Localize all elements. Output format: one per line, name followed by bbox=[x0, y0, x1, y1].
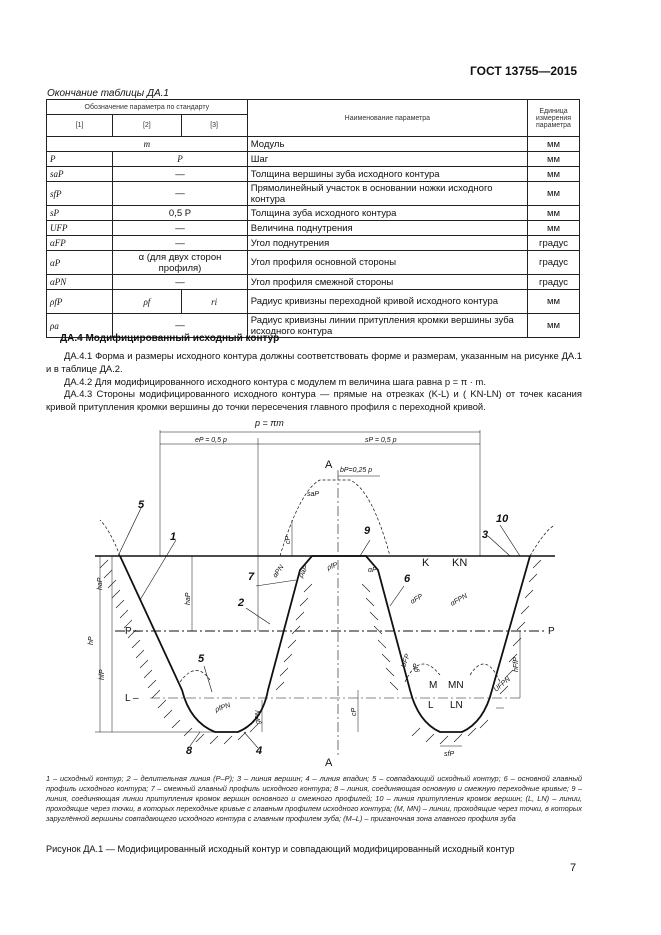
figure-legend: 1 – исходный контур; 2 – делительная линия (P–P); 3 – линия вершин; 4 – линия впадин; 5 – совпадающий исходный контур; 6 – основной главный профиль исходного контура; 7 – смежный главный профиль исходного контура; 8 – линия, соединяющая основную и смежную переходные кривые; 9 – линия, соединяющая линии притупления кромок вершин основного и смежного профилей; 10 – линия притупления кромок вершин; (L, LN) – линии, проходящие через точки, в которых переходные кривые с главным профилем исходного контура; (M, MN) – линии, проходящие через точки, в которых заруглённой вершины совпадающего исходного контура с главным профилем зуба; (M–L) – приганочная зона главного профиля зуба bbox=[46, 774, 582, 823]
row-val: α (для двух сторон профиля) bbox=[113, 251, 248, 275]
row-val3: ri bbox=[181, 290, 247, 314]
label-n5-mid: 5 bbox=[198, 653, 205, 665]
section-title: ДА.4 Модифицированный исходный контур bbox=[60, 333, 280, 344]
page-number: 7 bbox=[570, 862, 577, 874]
row-val: P bbox=[113, 152, 248, 167]
row-unit: мм bbox=[527, 182, 579, 206]
label-a-bottom: A bbox=[325, 757, 333, 769]
label-k: K bbox=[422, 557, 430, 569]
row-name: Шаг bbox=[247, 152, 527, 167]
standard-number: ГОСТ 13755—2015 bbox=[470, 64, 578, 78]
label-ep: eP = 0,5 p bbox=[195, 437, 227, 444]
row-val: — bbox=[113, 314, 248, 338]
label-hap: haP bbox=[97, 577, 104, 590]
label-mn: MN bbox=[448, 680, 464, 691]
table-caption: Окончание таблицы ДА.1 bbox=[47, 88, 169, 99]
paragraph-1: ДА.4.1 Форма и размеры исходного контура должны соответствовать форме и размерам, указанным на рисунке ДА.1 и в таблице ДА.2. bbox=[46, 350, 582, 374]
row-unit: градус bbox=[527, 251, 579, 275]
label-hfp: hfP bbox=[99, 669, 106, 680]
parameters-table bbox=[46, 99, 580, 338]
row-name: Величина поднутрения bbox=[247, 221, 527, 236]
row-val: — bbox=[113, 275, 248, 290]
row-val: — bbox=[113, 182, 248, 206]
row-unit: мм bbox=[527, 167, 579, 182]
label-sp: sP = 0,5 p bbox=[365, 437, 397, 444]
row-unit: мм bbox=[527, 314, 579, 338]
header-unit: Единица измерения параметра bbox=[527, 100, 579, 137]
label-gpn: gPN bbox=[255, 710, 262, 724]
label-alpha-fpn: αFPN bbox=[449, 592, 469, 608]
row-sym: sP bbox=[47, 206, 113, 221]
row-unit: мм bbox=[527, 221, 579, 236]
label-n2: 2 bbox=[238, 597, 245, 609]
label-n5-top: 5 bbox=[138, 499, 145, 511]
row-name: Угол поднутрения bbox=[247, 236, 527, 251]
label-ln: LN bbox=[450, 700, 463, 711]
label-bp: bP=0,25 p bbox=[340, 467, 373, 474]
paragraph-2: ДА.4.2 Для модифицированного исходного контура с модулем m величина шага равна p = π · m. bbox=[64, 376, 486, 387]
row-sym: αP bbox=[47, 251, 113, 275]
profile-curve bbox=[120, 556, 530, 732]
label-rhoa: ρaP bbox=[297, 564, 311, 579]
row-sym: sfP bbox=[47, 182, 113, 206]
label-kn: KN bbox=[452, 557, 468, 569]
row-sym: ρa bbox=[47, 314, 113, 338]
label-ufpn: UFPN bbox=[492, 675, 512, 694]
label-alpha: αP bbox=[368, 567, 377, 574]
label-rho-n: ρfPN bbox=[214, 701, 232, 714]
label-p-right: P bbox=[548, 626, 555, 637]
label-hp: hP bbox=[88, 636, 95, 645]
label-alpha-pn: αPN bbox=[271, 563, 286, 580]
row-val: — bbox=[113, 221, 248, 236]
figure-caption: Рисунок ДА.1 — Модифицированный исходный контур и совпадающий модифицированный исходный контур bbox=[46, 844, 515, 854]
label-cp-top: cP bbox=[285, 535, 292, 544]
header-col2: [2] bbox=[113, 115, 181, 137]
row-sym: αPN bbox=[47, 275, 113, 290]
row-name: Прямолинейный участок в основании ножки исходного контура bbox=[247, 182, 527, 206]
row-sym: m bbox=[47, 137, 248, 152]
row-name: Толщина вершины зуба исходного контура bbox=[247, 167, 527, 182]
label-ufp: UFP bbox=[400, 653, 412, 669]
row-name: Толщина зуба исходного контура bbox=[247, 206, 527, 221]
row-unit: мм bbox=[527, 206, 579, 221]
rack-profile-figure bbox=[0, 410, 661, 775]
row-unit: градус bbox=[527, 236, 579, 251]
label-n10: 10 bbox=[496, 513, 509, 525]
label-p-left: P – bbox=[125, 626, 140, 637]
label-n6: 6 bbox=[404, 573, 411, 585]
label-rho: ρfP bbox=[326, 561, 339, 572]
row-val: ρf bbox=[113, 290, 181, 314]
row-val: 0,5 P bbox=[113, 206, 248, 221]
row-val: — bbox=[113, 167, 248, 182]
row-sym: UFP bbox=[47, 221, 113, 236]
label-m: M bbox=[429, 680, 438, 691]
label-l: L bbox=[428, 700, 434, 711]
label-a-top: A bbox=[325, 459, 333, 471]
row-unit: мм bbox=[527, 290, 579, 314]
label-sap: saP bbox=[307, 491, 320, 498]
row-sym: saP bbox=[47, 167, 113, 182]
row-sym: αFP bbox=[47, 236, 113, 251]
row-name: Радиус кривизны линии притупления кромки вершины зуба исходного контура bbox=[247, 314, 527, 338]
label-n1: 1 bbox=[170, 531, 177, 543]
label-n8: 8 bbox=[186, 745, 193, 757]
label-pitch: p = πm bbox=[255, 418, 284, 428]
header-name: Наименование параметра bbox=[247, 100, 527, 137]
label-hffp: hFfP bbox=[513, 657, 520, 672]
header-col3: [3] bbox=[181, 115, 247, 137]
label-n3: 3 bbox=[482, 529, 489, 541]
label-cp: cP bbox=[351, 707, 358, 716]
label-l-left: L – bbox=[125, 693, 139, 704]
row-name: Угол профиля смежной стороны bbox=[247, 275, 527, 290]
row-sym: ρfP bbox=[47, 290, 113, 314]
header-col1: [1] bbox=[47, 115, 113, 137]
row-name: Угол профиля основной стороны bbox=[247, 251, 527, 275]
row-sym: P bbox=[47, 152, 113, 167]
header-std: Обозначение параметра по стандарту bbox=[47, 100, 248, 115]
label-hap2: haP bbox=[185, 592, 192, 605]
row-name: Радиус кривизны переходной кривой исходного контура bbox=[247, 290, 527, 314]
label-gp: gP bbox=[413, 663, 420, 672]
label-alpha-fp: αFP bbox=[409, 593, 425, 606]
row-unit: градус bbox=[527, 275, 579, 290]
row-name: Модуль bbox=[247, 137, 527, 152]
row-val: — bbox=[113, 236, 248, 251]
label-n4: 4 bbox=[256, 745, 263, 757]
label-n7: 7 bbox=[248, 571, 255, 583]
label-n9: 9 bbox=[364, 525, 371, 537]
label-sfp: sfP bbox=[444, 751, 455, 758]
row-unit: мм bbox=[527, 137, 579, 152]
paragraph-3: ДА.4.3 Стороны модифицированного исходного контура — прямые на отрезках (K-L) и ( KN-LN) от точек касания кривой притупления кромки вершины до точки пересечения главного профиля с переходной кривой. bbox=[46, 388, 582, 412]
row-unit: мм bbox=[527, 152, 579, 167]
